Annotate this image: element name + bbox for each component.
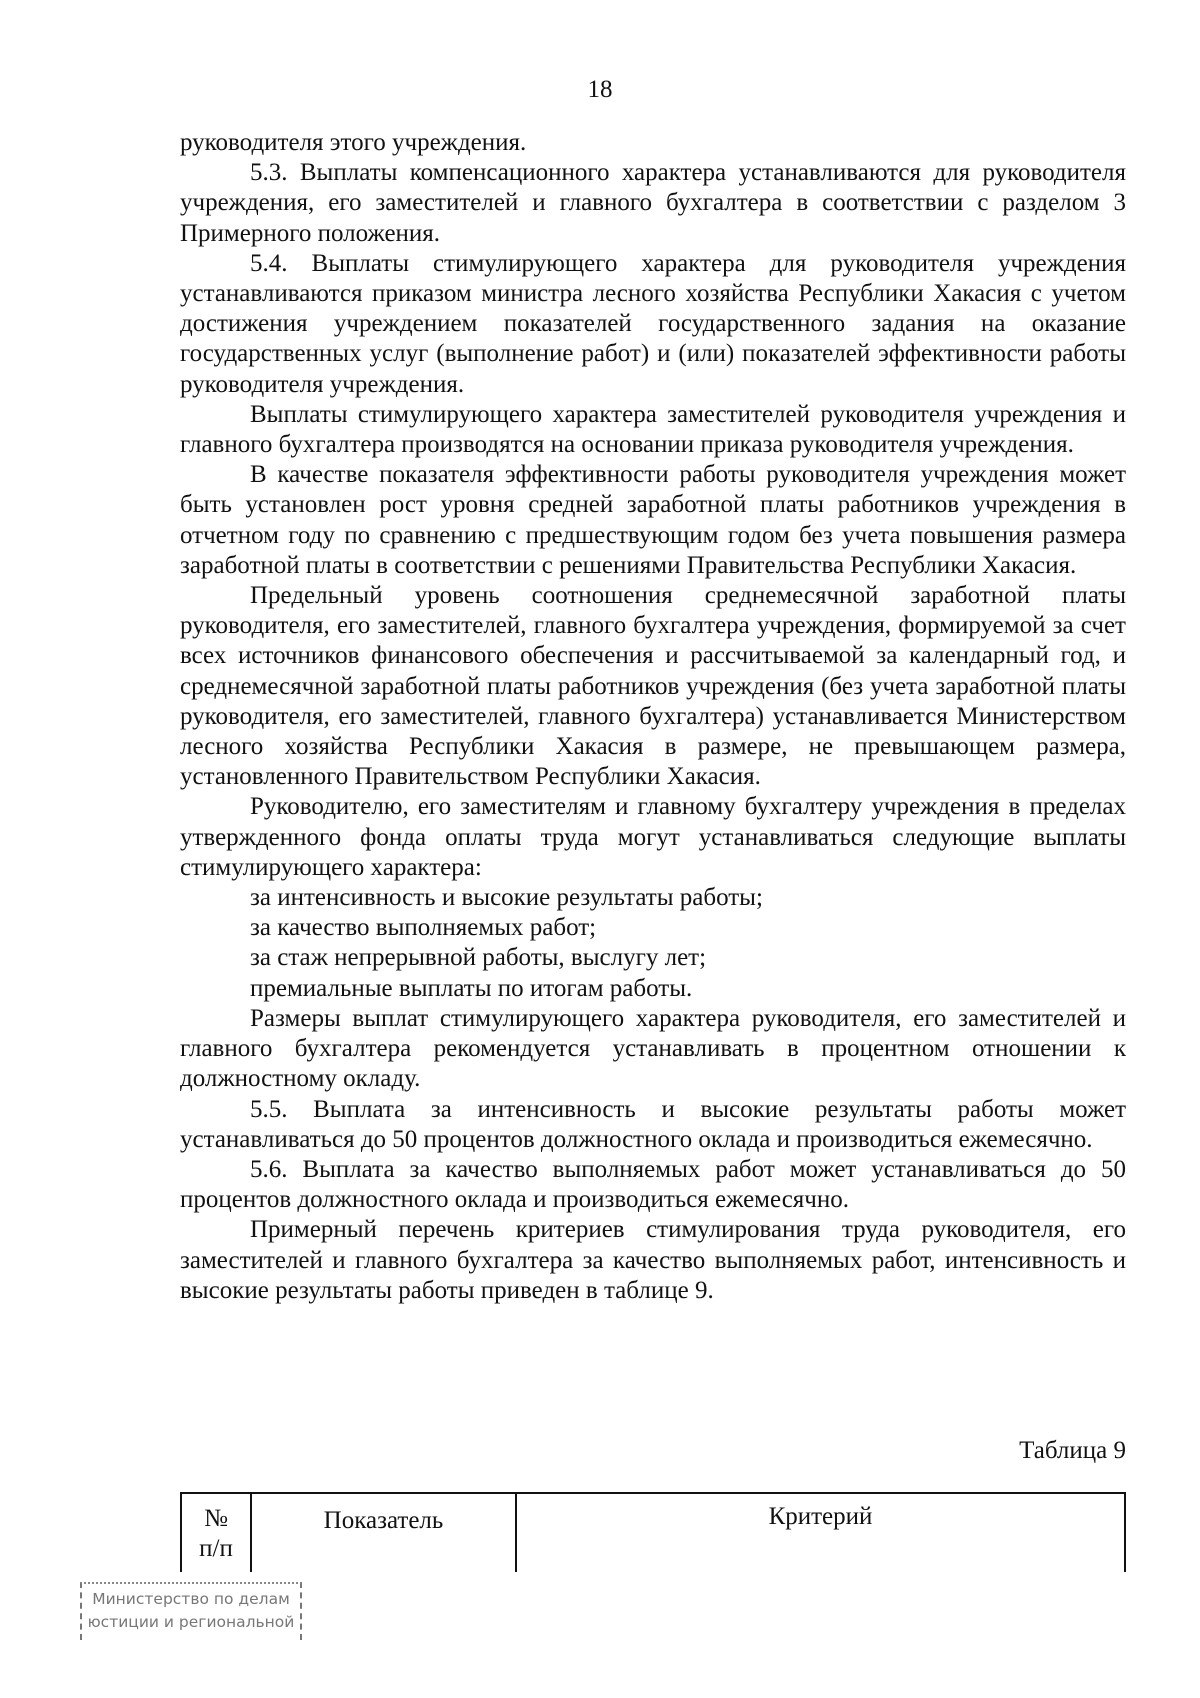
paragraph: 5.4. Выплаты стимулирующего характера для руководителя учреждения устанавливаются приказом министра лесного хозяйства Республики Хакасия с учетом достижения учреждением показателей государственного задания на оказание государственных услуг (выполнение работ) и (или) показателей эффективности работы руководителя учреждения. (180, 249, 1126, 398)
criteria-table (180, 1492, 1126, 1572)
list-item: премиальные выплаты по итогам работы. (250, 974, 693, 1002)
paragraph: 5.3. Выплаты компенсационного характера устанавливаются для руководителя учреждения, его заместителей и главного бухгалтера в соответствии с разделом 3 Примерного положения. (180, 159, 1126, 247)
stamp-line: юстиции и региональной (87, 1613, 295, 1631)
paragraph: В качестве показателя эффективности работы руководителя учреждения может быть установлен рост уровня средней заработной платы работников учреждения в отчетном году по сравнению с предшествующим годом без учета повышения размера заработной платы в соответствии с решениями Правительства Республики Хакасия. (180, 461, 1126, 579)
paragraph: Выплаты стимулирующего характера заместителей руководителя учреждения и главного бухгалтера производятся на основании приказа руководителя учреждения. (180, 400, 1126, 459)
list-item: за качество выполняемых работ; (250, 914, 597, 942)
paragraph: Размеры выплат стимулирующего характера руководителя, его заместителей и главного бухгалтера рекомендуется устанавливать в процентном отношении к должностному окладу. (180, 1004, 1126, 1093)
paragraph: руководителя этого учреждения. (180, 129, 527, 156)
paragraph: 5.5. Выплата за интенсивность и высокие результаты работы может устанавливаться до 50 процентов должностного оклада и производиться ежемесячно. (180, 1095, 1126, 1153)
paragraph: Предельный уровень соотношения среднемесячной заработной платы руководителя, его заместителей, главного бухгалтера учреждения, формируемой за счет всех источников финансового обеспечения и рассчитываемой за календарный год, и среднемесячной заработной платы работников учреждения (без учета заработной платы руководителя, его заместителей, главного бухгалтера) устанавливается Министерством лесного хозяйства Республики Хакасия в размере, не превышающем размера, установленного Правительством Республики Хакасия. (180, 582, 1126, 791)
list-item: за стаж непрерывной работы, выслугу лет; (250, 944, 707, 972)
page-number: 18 (587, 76, 613, 103)
column-header-number-line1: № (204, 1505, 228, 1532)
column-header-number (182, 1494, 252, 1572)
column-header-criterion: Критерий (768, 1503, 873, 1530)
paragraph: Примерный перечень критериев стимулирования труда руководителя, его заместителей и главного бухгалтера за качество выполняемых работ, интенсивность и высокие результаты работы приведен в таблице 9. (180, 1216, 1126, 1304)
column-header-number-line2: п/п (199, 1535, 233, 1562)
paragraph: 5.6. Выплата за качество выполняемых работ может устанавливаться до 50 процентов должностного оклада и производиться ежемесячно. (180, 1155, 1126, 1214)
document-body (180, 128, 1126, 1306)
column-header-indicator: Показатель (252, 1494, 517, 1572)
table-caption: Таблица 9 (1019, 1437, 1126, 1464)
list-item: за интенсивность и высокие результаты работы; (250, 884, 763, 912)
ministry-stamp (80, 1582, 302, 1640)
paragraph: Руководителю, его заместителям и главному бухгалтеру учреждения в пределах утвержденного фонда оплаты труда могут устанавливаться следующие выплаты стимулирующего характера: (180, 793, 1126, 881)
stamp-line: Министерство по делам (92, 1590, 290, 1608)
